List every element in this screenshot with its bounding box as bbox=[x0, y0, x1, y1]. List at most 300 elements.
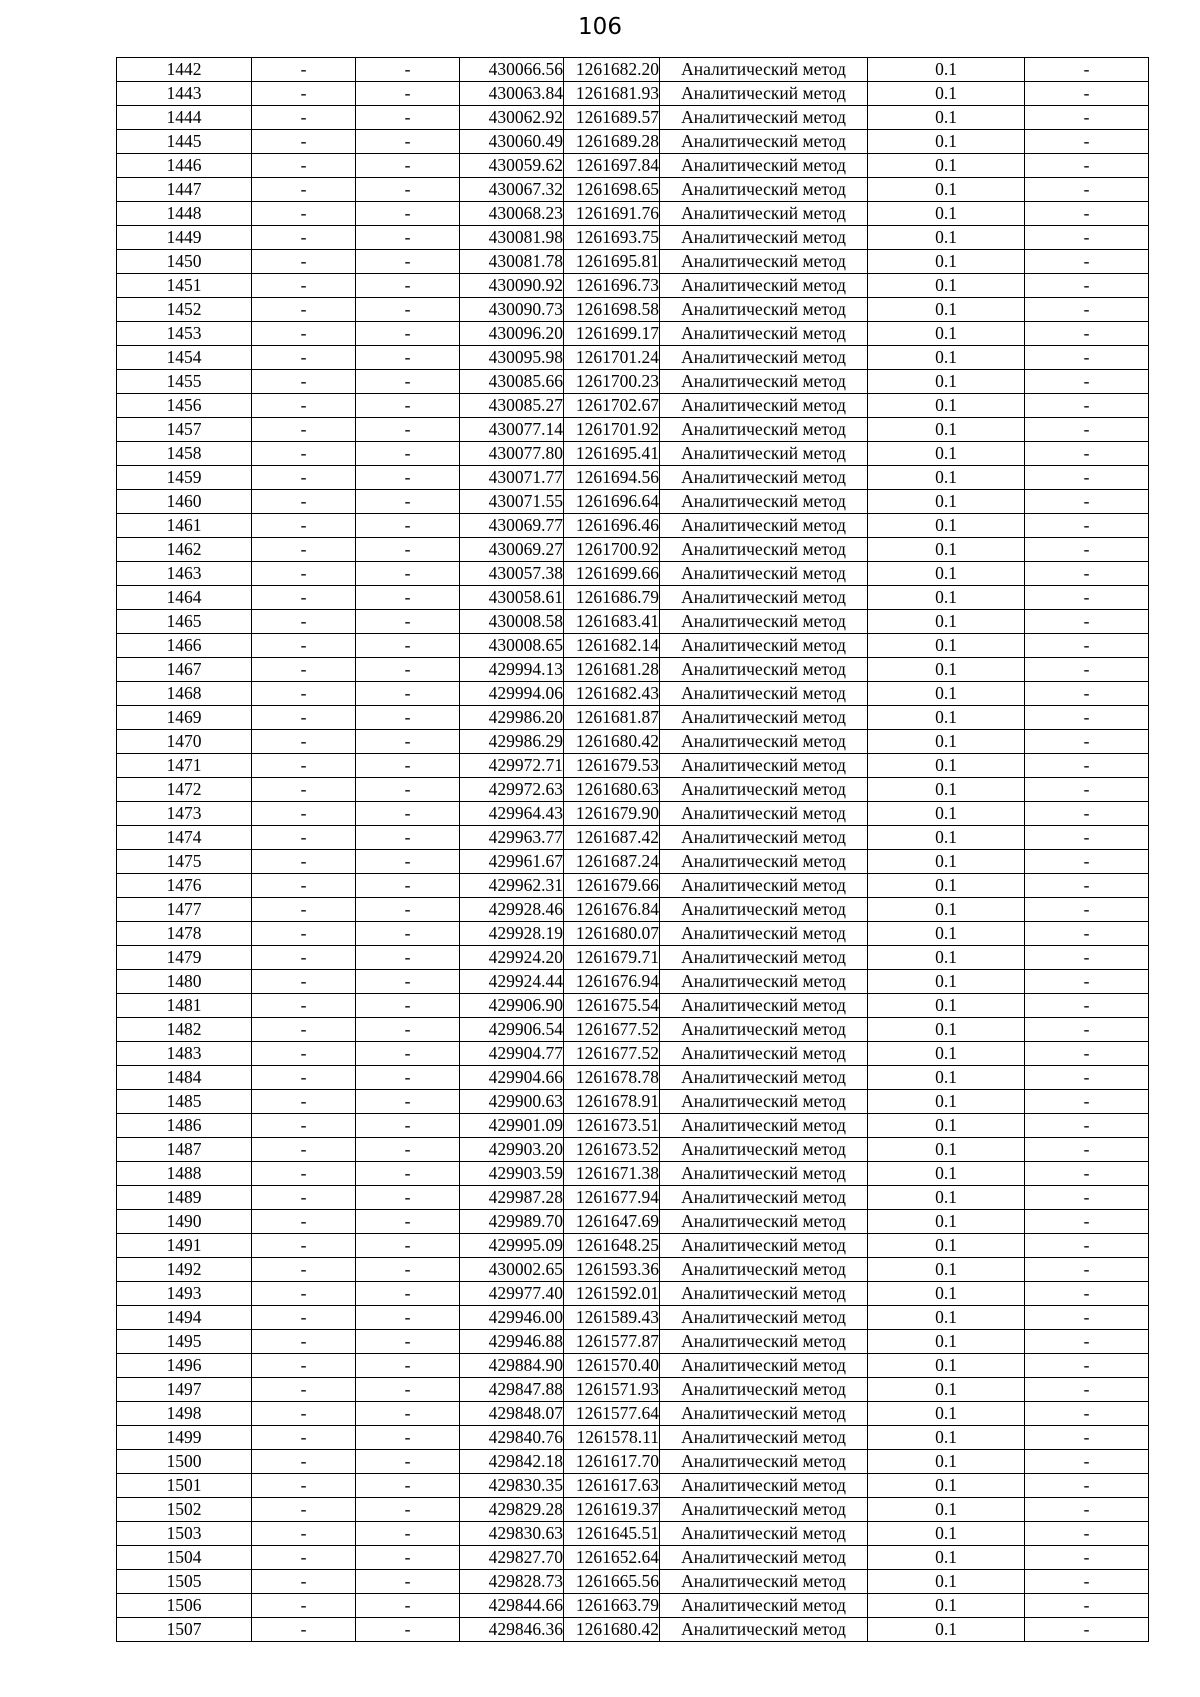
note-cell: - bbox=[1025, 370, 1149, 394]
empty-column-b-cell: - bbox=[356, 1546, 460, 1570]
y-coordinate-cell: 1261578.11 bbox=[564, 1426, 660, 1450]
table-row bbox=[117, 1354, 1149, 1378]
accuracy-cell: 0.1 bbox=[868, 1354, 1025, 1378]
empty-column-a-cell: - bbox=[252, 946, 356, 970]
accuracy-cell: 0.1 bbox=[868, 538, 1025, 562]
point-number-cell: 1479 bbox=[117, 946, 252, 970]
empty-column-a-cell: - bbox=[252, 226, 356, 250]
accuracy-cell: 0.1 bbox=[868, 1138, 1025, 1162]
y-coordinate-cell: 1261577.64 bbox=[564, 1402, 660, 1426]
x-coordinate-cell: 430062.92 bbox=[460, 106, 564, 130]
empty-column-a-cell: - bbox=[252, 802, 356, 826]
accuracy-cell: 0.1 bbox=[868, 58, 1025, 82]
empty-column-b-cell: - bbox=[356, 1450, 460, 1474]
accuracy-cell: 0.1 bbox=[868, 682, 1025, 706]
empty-column-a-cell: - bbox=[252, 418, 356, 442]
table-row bbox=[117, 250, 1149, 274]
accuracy-cell: 0.1 bbox=[868, 130, 1025, 154]
note-cell: - bbox=[1025, 1378, 1149, 1402]
empty-column-b-cell: - bbox=[356, 850, 460, 874]
table-row bbox=[117, 1618, 1149, 1642]
note-cell: - bbox=[1025, 898, 1149, 922]
y-coordinate-cell: 1261593.36 bbox=[564, 1258, 660, 1282]
empty-column-a-cell: - bbox=[252, 922, 356, 946]
empty-column-b-cell: - bbox=[356, 202, 460, 226]
table-row bbox=[117, 898, 1149, 922]
accuracy-cell: 0.1 bbox=[868, 1162, 1025, 1186]
y-coordinate-cell: 1261699.66 bbox=[564, 562, 660, 586]
accuracy-cell: 0.1 bbox=[868, 1570, 1025, 1594]
y-coordinate-cell: 1261677.52 bbox=[564, 1018, 660, 1042]
accuracy-cell: 0.1 bbox=[868, 466, 1025, 490]
x-coordinate-cell: 429829.28 bbox=[460, 1498, 564, 1522]
x-coordinate-cell: 430067.32 bbox=[460, 178, 564, 202]
note-cell: - bbox=[1025, 994, 1149, 1018]
method-cell: Аналитический метод bbox=[660, 1402, 868, 1426]
point-number-cell: 1483 bbox=[117, 1042, 252, 1066]
method-cell: Аналитический метод bbox=[660, 346, 868, 370]
accuracy-cell: 0.1 bbox=[868, 1594, 1025, 1618]
table-row bbox=[117, 706, 1149, 730]
x-coordinate-cell: 429840.76 bbox=[460, 1426, 564, 1450]
method-cell: Аналитический метод bbox=[660, 850, 868, 874]
y-coordinate-cell: 1261700.92 bbox=[564, 538, 660, 562]
empty-column-b-cell: - bbox=[356, 1162, 460, 1186]
empty-column-a-cell: - bbox=[252, 1474, 356, 1498]
accuracy-cell: 0.1 bbox=[868, 1306, 1025, 1330]
table-row bbox=[117, 298, 1149, 322]
empty-column-a-cell: - bbox=[252, 1354, 356, 1378]
table-row bbox=[117, 1018, 1149, 1042]
table-row bbox=[117, 586, 1149, 610]
point-number-cell: 1491 bbox=[117, 1234, 252, 1258]
note-cell: - bbox=[1025, 610, 1149, 634]
empty-column-b-cell: - bbox=[356, 1018, 460, 1042]
method-cell: Аналитический метод bbox=[660, 1594, 868, 1618]
x-coordinate-cell: 430069.27 bbox=[460, 538, 564, 562]
y-coordinate-cell: 1261691.76 bbox=[564, 202, 660, 226]
method-cell: Аналитический метод bbox=[660, 1018, 868, 1042]
note-cell: - bbox=[1025, 178, 1149, 202]
x-coordinate-cell: 430081.78 bbox=[460, 250, 564, 274]
note-cell: - bbox=[1025, 802, 1149, 826]
method-cell: Аналитический метод bbox=[660, 1090, 868, 1114]
y-coordinate-cell: 1261687.24 bbox=[564, 850, 660, 874]
accuracy-cell: 0.1 bbox=[868, 850, 1025, 874]
y-coordinate-cell: 1261589.43 bbox=[564, 1306, 660, 1330]
table-row bbox=[117, 1570, 1149, 1594]
y-coordinate-cell: 1261647.69 bbox=[564, 1210, 660, 1234]
y-coordinate-cell: 1261683.41 bbox=[564, 610, 660, 634]
point-number-cell: 1466 bbox=[117, 634, 252, 658]
point-number-cell: 1473 bbox=[117, 802, 252, 826]
empty-column-b-cell: - bbox=[356, 1042, 460, 1066]
empty-column-a-cell: - bbox=[252, 130, 356, 154]
accuracy-cell: 0.1 bbox=[868, 1498, 1025, 1522]
note-cell: - bbox=[1025, 730, 1149, 754]
empty-column-b-cell: - bbox=[356, 418, 460, 442]
accuracy-cell: 0.1 bbox=[868, 778, 1025, 802]
empty-column-b-cell: - bbox=[356, 610, 460, 634]
empty-column-b-cell: - bbox=[356, 706, 460, 730]
empty-column-a-cell: - bbox=[252, 1258, 356, 1282]
point-number-cell: 1463 bbox=[117, 562, 252, 586]
empty-column-a-cell: - bbox=[252, 634, 356, 658]
accuracy-cell: 0.1 bbox=[868, 1522, 1025, 1546]
note-cell: - bbox=[1025, 82, 1149, 106]
empty-column-a-cell: - bbox=[252, 178, 356, 202]
empty-column-a-cell: - bbox=[252, 1570, 356, 1594]
point-number-cell: 1475 bbox=[117, 850, 252, 874]
accuracy-cell: 0.1 bbox=[868, 994, 1025, 1018]
table-row bbox=[117, 1402, 1149, 1426]
x-coordinate-cell: 430090.73 bbox=[460, 298, 564, 322]
empty-column-b-cell: - bbox=[356, 1234, 460, 1258]
table-row bbox=[117, 322, 1149, 346]
x-coordinate-cell: 429906.54 bbox=[460, 1018, 564, 1042]
empty-column-b-cell: - bbox=[356, 1210, 460, 1234]
point-number-cell: 1448 bbox=[117, 202, 252, 226]
accuracy-cell: 0.1 bbox=[868, 922, 1025, 946]
point-number-cell: 1446 bbox=[117, 154, 252, 178]
table-row bbox=[117, 658, 1149, 682]
note-cell: - bbox=[1025, 970, 1149, 994]
empty-column-a-cell: - bbox=[252, 298, 356, 322]
empty-column-b-cell: - bbox=[356, 1570, 460, 1594]
empty-column-b-cell: - bbox=[356, 1354, 460, 1378]
empty-column-a-cell: - bbox=[252, 82, 356, 106]
method-cell: Аналитический метод bbox=[660, 1306, 868, 1330]
x-coordinate-cell: 429846.36 bbox=[460, 1618, 564, 1642]
x-coordinate-cell: 430008.65 bbox=[460, 634, 564, 658]
empty-column-b-cell: - bbox=[356, 82, 460, 106]
method-cell: Аналитический метод bbox=[660, 154, 868, 178]
empty-column-b-cell: - bbox=[356, 778, 460, 802]
empty-column-a-cell: - bbox=[252, 1066, 356, 1090]
accuracy-cell: 0.1 bbox=[868, 1546, 1025, 1570]
note-cell: - bbox=[1025, 1402, 1149, 1426]
empty-column-b-cell: - bbox=[356, 802, 460, 826]
table-row bbox=[117, 1498, 1149, 1522]
table-row bbox=[117, 1210, 1149, 1234]
point-number-cell: 1442 bbox=[117, 58, 252, 82]
empty-column-b-cell: - bbox=[356, 658, 460, 682]
y-coordinate-cell: 1261681.87 bbox=[564, 706, 660, 730]
empty-column-b-cell: - bbox=[356, 682, 460, 706]
empty-column-b-cell: - bbox=[356, 130, 460, 154]
point-number-cell: 1445 bbox=[117, 130, 252, 154]
note-cell: - bbox=[1025, 1474, 1149, 1498]
y-coordinate-cell: 1261645.51 bbox=[564, 1522, 660, 1546]
point-number-cell: 1458 bbox=[117, 442, 252, 466]
table-row bbox=[117, 274, 1149, 298]
point-number-cell: 1492 bbox=[117, 1258, 252, 1282]
empty-column-b-cell: - bbox=[356, 994, 460, 1018]
method-cell: Аналитический метод bbox=[660, 1114, 868, 1138]
accuracy-cell: 0.1 bbox=[868, 1450, 1025, 1474]
empty-column-a-cell: - bbox=[252, 1498, 356, 1522]
x-coordinate-cell: 429924.44 bbox=[460, 970, 564, 994]
empty-column-b-cell: - bbox=[356, 106, 460, 130]
x-coordinate-cell: 429963.77 bbox=[460, 826, 564, 850]
empty-column-a-cell: - bbox=[252, 1138, 356, 1162]
empty-column-a-cell: - bbox=[252, 970, 356, 994]
note-cell: - bbox=[1025, 250, 1149, 274]
y-coordinate-cell: 1261680.63 bbox=[564, 778, 660, 802]
point-number-cell: 1494 bbox=[117, 1306, 252, 1330]
method-cell: Аналитический метод bbox=[660, 658, 868, 682]
y-coordinate-cell: 1261652.64 bbox=[564, 1546, 660, 1570]
y-coordinate-cell: 1261592.01 bbox=[564, 1282, 660, 1306]
table-row bbox=[117, 538, 1149, 562]
point-number-cell: 1486 bbox=[117, 1114, 252, 1138]
point-number-cell: 1489 bbox=[117, 1186, 252, 1210]
table-row bbox=[117, 1162, 1149, 1186]
point-number-cell: 1498 bbox=[117, 1402, 252, 1426]
point-number-cell: 1470 bbox=[117, 730, 252, 754]
accuracy-cell: 0.1 bbox=[868, 1330, 1025, 1354]
note-cell: - bbox=[1025, 634, 1149, 658]
empty-column-a-cell: - bbox=[252, 1546, 356, 1570]
empty-column-a-cell: - bbox=[252, 1618, 356, 1642]
empty-column-a-cell: - bbox=[252, 1114, 356, 1138]
empty-column-b-cell: - bbox=[356, 1498, 460, 1522]
x-coordinate-cell: 429977.40 bbox=[460, 1282, 564, 1306]
y-coordinate-cell: 1261680.42 bbox=[564, 730, 660, 754]
method-cell: Аналитический метод bbox=[660, 58, 868, 82]
y-coordinate-cell: 1261698.58 bbox=[564, 298, 660, 322]
y-coordinate-cell: 1261676.84 bbox=[564, 898, 660, 922]
empty-column-b-cell: - bbox=[356, 370, 460, 394]
table-row bbox=[117, 370, 1149, 394]
empty-column-b-cell: - bbox=[356, 1402, 460, 1426]
accuracy-cell: 0.1 bbox=[868, 418, 1025, 442]
table-row bbox=[117, 562, 1149, 586]
empty-column-b-cell: - bbox=[356, 1186, 460, 1210]
y-coordinate-cell: 1261701.24 bbox=[564, 346, 660, 370]
x-coordinate-cell: 430058.61 bbox=[460, 586, 564, 610]
y-coordinate-cell: 1261682.14 bbox=[564, 634, 660, 658]
empty-column-a-cell: - bbox=[252, 442, 356, 466]
y-coordinate-cell: 1261702.67 bbox=[564, 394, 660, 418]
y-coordinate-cell: 1261694.56 bbox=[564, 466, 660, 490]
y-coordinate-cell: 1261679.53 bbox=[564, 754, 660, 778]
y-coordinate-cell: 1261681.28 bbox=[564, 658, 660, 682]
point-number-cell: 1490 bbox=[117, 1210, 252, 1234]
accuracy-cell: 0.1 bbox=[868, 1426, 1025, 1450]
point-number-cell: 1493 bbox=[117, 1282, 252, 1306]
note-cell: - bbox=[1025, 1258, 1149, 1282]
accuracy-cell: 0.1 bbox=[868, 322, 1025, 346]
table-row bbox=[117, 442, 1149, 466]
x-coordinate-cell: 429830.63 bbox=[460, 1522, 564, 1546]
empty-column-a-cell: - bbox=[252, 1282, 356, 1306]
accuracy-cell: 0.1 bbox=[868, 946, 1025, 970]
empty-column-a-cell: - bbox=[252, 490, 356, 514]
empty-column-b-cell: - bbox=[356, 1306, 460, 1330]
method-cell: Аналитический метод bbox=[660, 274, 868, 298]
y-coordinate-cell: 1261677.52 bbox=[564, 1042, 660, 1066]
table-row bbox=[117, 1306, 1149, 1330]
note-cell: - bbox=[1025, 1018, 1149, 1042]
empty-column-a-cell: - bbox=[252, 1018, 356, 1042]
method-cell: Аналитический метод bbox=[660, 1546, 868, 1570]
method-cell: Аналитический метод bbox=[660, 106, 868, 130]
empty-column-b-cell: - bbox=[356, 1258, 460, 1282]
empty-column-a-cell: - bbox=[252, 1522, 356, 1546]
coordinates-table-body bbox=[117, 58, 1149, 1642]
note-cell: - bbox=[1025, 1330, 1149, 1354]
empty-column-a-cell: - bbox=[252, 850, 356, 874]
empty-column-a-cell: - bbox=[252, 1594, 356, 1618]
empty-column-b-cell: - bbox=[356, 1066, 460, 1090]
point-number-cell: 1500 bbox=[117, 1450, 252, 1474]
page-number: 106 bbox=[578, 14, 622, 40]
point-number-cell: 1453 bbox=[117, 322, 252, 346]
x-coordinate-cell: 429828.73 bbox=[460, 1570, 564, 1594]
empty-column-a-cell: - bbox=[252, 1042, 356, 1066]
x-coordinate-cell: 429844.66 bbox=[460, 1594, 564, 1618]
point-number-cell: 1462 bbox=[117, 538, 252, 562]
accuracy-cell: 0.1 bbox=[868, 490, 1025, 514]
empty-column-b-cell: - bbox=[356, 562, 460, 586]
note-cell: - bbox=[1025, 274, 1149, 298]
point-number-cell: 1457 bbox=[117, 418, 252, 442]
y-coordinate-cell: 1261682.43 bbox=[564, 682, 660, 706]
method-cell: Аналитический метод bbox=[660, 1186, 868, 1210]
point-number-cell: 1455 bbox=[117, 370, 252, 394]
note-cell: - bbox=[1025, 226, 1149, 250]
accuracy-cell: 0.1 bbox=[868, 802, 1025, 826]
y-coordinate-cell: 1261679.66 bbox=[564, 874, 660, 898]
accuracy-cell: 0.1 bbox=[868, 1378, 1025, 1402]
table-row bbox=[117, 1186, 1149, 1210]
table-row bbox=[117, 682, 1149, 706]
point-number-cell: 1477 bbox=[117, 898, 252, 922]
y-coordinate-cell: 1261673.52 bbox=[564, 1138, 660, 1162]
method-cell: Аналитический метод bbox=[660, 394, 868, 418]
empty-column-b-cell: - bbox=[356, 178, 460, 202]
point-number-cell: 1456 bbox=[117, 394, 252, 418]
method-cell: Аналитический метод bbox=[660, 1282, 868, 1306]
accuracy-cell: 0.1 bbox=[868, 586, 1025, 610]
table-row bbox=[117, 130, 1149, 154]
y-coordinate-cell: 1261695.81 bbox=[564, 250, 660, 274]
table-row bbox=[117, 514, 1149, 538]
table-row bbox=[117, 178, 1149, 202]
note-cell: - bbox=[1025, 586, 1149, 610]
table-row bbox=[117, 58, 1149, 82]
empty-column-a-cell: - bbox=[252, 538, 356, 562]
x-coordinate-cell: 429961.67 bbox=[460, 850, 564, 874]
empty-column-a-cell: - bbox=[252, 1330, 356, 1354]
x-coordinate-cell: 429903.59 bbox=[460, 1162, 564, 1186]
method-cell: Аналитический метод bbox=[660, 130, 868, 154]
table-row bbox=[117, 970, 1149, 994]
point-number-cell: 1484 bbox=[117, 1066, 252, 1090]
y-coordinate-cell: 1261696.64 bbox=[564, 490, 660, 514]
x-coordinate-cell: 430071.77 bbox=[460, 466, 564, 490]
note-cell: - bbox=[1025, 1138, 1149, 1162]
table-row bbox=[117, 1546, 1149, 1570]
empty-column-b-cell: - bbox=[356, 634, 460, 658]
point-number-cell: 1469 bbox=[117, 706, 252, 730]
empty-column-a-cell: - bbox=[252, 466, 356, 490]
empty-column-a-cell: - bbox=[252, 346, 356, 370]
note-cell: - bbox=[1025, 1594, 1149, 1618]
method-cell: Аналитический метод bbox=[660, 1162, 868, 1186]
empty-column-b-cell: - bbox=[356, 922, 460, 946]
method-cell: Аналитический метод bbox=[660, 442, 868, 466]
table-row bbox=[117, 1450, 1149, 1474]
y-coordinate-cell: 1261693.75 bbox=[564, 226, 660, 250]
table-row bbox=[117, 154, 1149, 178]
y-coordinate-cell: 1261671.38 bbox=[564, 1162, 660, 1186]
method-cell: Аналитический метод bbox=[660, 874, 868, 898]
empty-column-b-cell: - bbox=[356, 250, 460, 274]
y-coordinate-cell: 1261686.79 bbox=[564, 586, 660, 610]
empty-column-b-cell: - bbox=[356, 58, 460, 82]
table-row bbox=[117, 418, 1149, 442]
y-coordinate-cell: 1261680.42 bbox=[564, 1618, 660, 1642]
point-number-cell: 1467 bbox=[117, 658, 252, 682]
method-cell: Аналитический метод bbox=[660, 490, 868, 514]
table-row bbox=[117, 778, 1149, 802]
accuracy-cell: 0.1 bbox=[868, 514, 1025, 538]
coordinates-table bbox=[116, 57, 1149, 1642]
note-cell: - bbox=[1025, 154, 1149, 178]
accuracy-cell: 0.1 bbox=[868, 274, 1025, 298]
empty-column-a-cell: - bbox=[252, 1450, 356, 1474]
point-number-cell: 1460 bbox=[117, 490, 252, 514]
point-number-cell: 1459 bbox=[117, 466, 252, 490]
y-coordinate-cell: 1261679.71 bbox=[564, 946, 660, 970]
empty-column-a-cell: - bbox=[252, 586, 356, 610]
table-row bbox=[117, 1042, 1149, 1066]
empty-column-a-cell: - bbox=[252, 778, 356, 802]
empty-column-b-cell: - bbox=[356, 538, 460, 562]
point-number-cell: 1499 bbox=[117, 1426, 252, 1450]
empty-column-a-cell: - bbox=[252, 874, 356, 898]
empty-column-b-cell: - bbox=[356, 322, 460, 346]
note-cell: - bbox=[1025, 1546, 1149, 1570]
x-coordinate-cell: 429830.35 bbox=[460, 1474, 564, 1498]
point-number-cell: 1449 bbox=[117, 226, 252, 250]
note-cell: - bbox=[1025, 394, 1149, 418]
method-cell: Аналитический метод bbox=[660, 706, 868, 730]
note-cell: - bbox=[1025, 442, 1149, 466]
y-coordinate-cell: 1261695.41 bbox=[564, 442, 660, 466]
empty-column-a-cell: - bbox=[252, 514, 356, 538]
method-cell: Аналитический метод bbox=[660, 826, 868, 850]
accuracy-cell: 0.1 bbox=[868, 154, 1025, 178]
accuracy-cell: 0.1 bbox=[868, 730, 1025, 754]
point-number-cell: 1464 bbox=[117, 586, 252, 610]
x-coordinate-cell: 429904.66 bbox=[460, 1066, 564, 1090]
point-number-cell: 1485 bbox=[117, 1090, 252, 1114]
table-row bbox=[117, 394, 1149, 418]
x-coordinate-cell: 430008.58 bbox=[460, 610, 564, 634]
method-cell: Аналитический метод bbox=[660, 514, 868, 538]
point-number-cell: 1476 bbox=[117, 874, 252, 898]
y-coordinate-cell: 1261675.54 bbox=[564, 994, 660, 1018]
point-number-cell: 1451 bbox=[117, 274, 252, 298]
table-row bbox=[117, 1234, 1149, 1258]
note-cell: - bbox=[1025, 1162, 1149, 1186]
x-coordinate-cell: 429962.31 bbox=[460, 874, 564, 898]
y-coordinate-cell: 1261698.65 bbox=[564, 178, 660, 202]
note-cell: - bbox=[1025, 106, 1149, 130]
